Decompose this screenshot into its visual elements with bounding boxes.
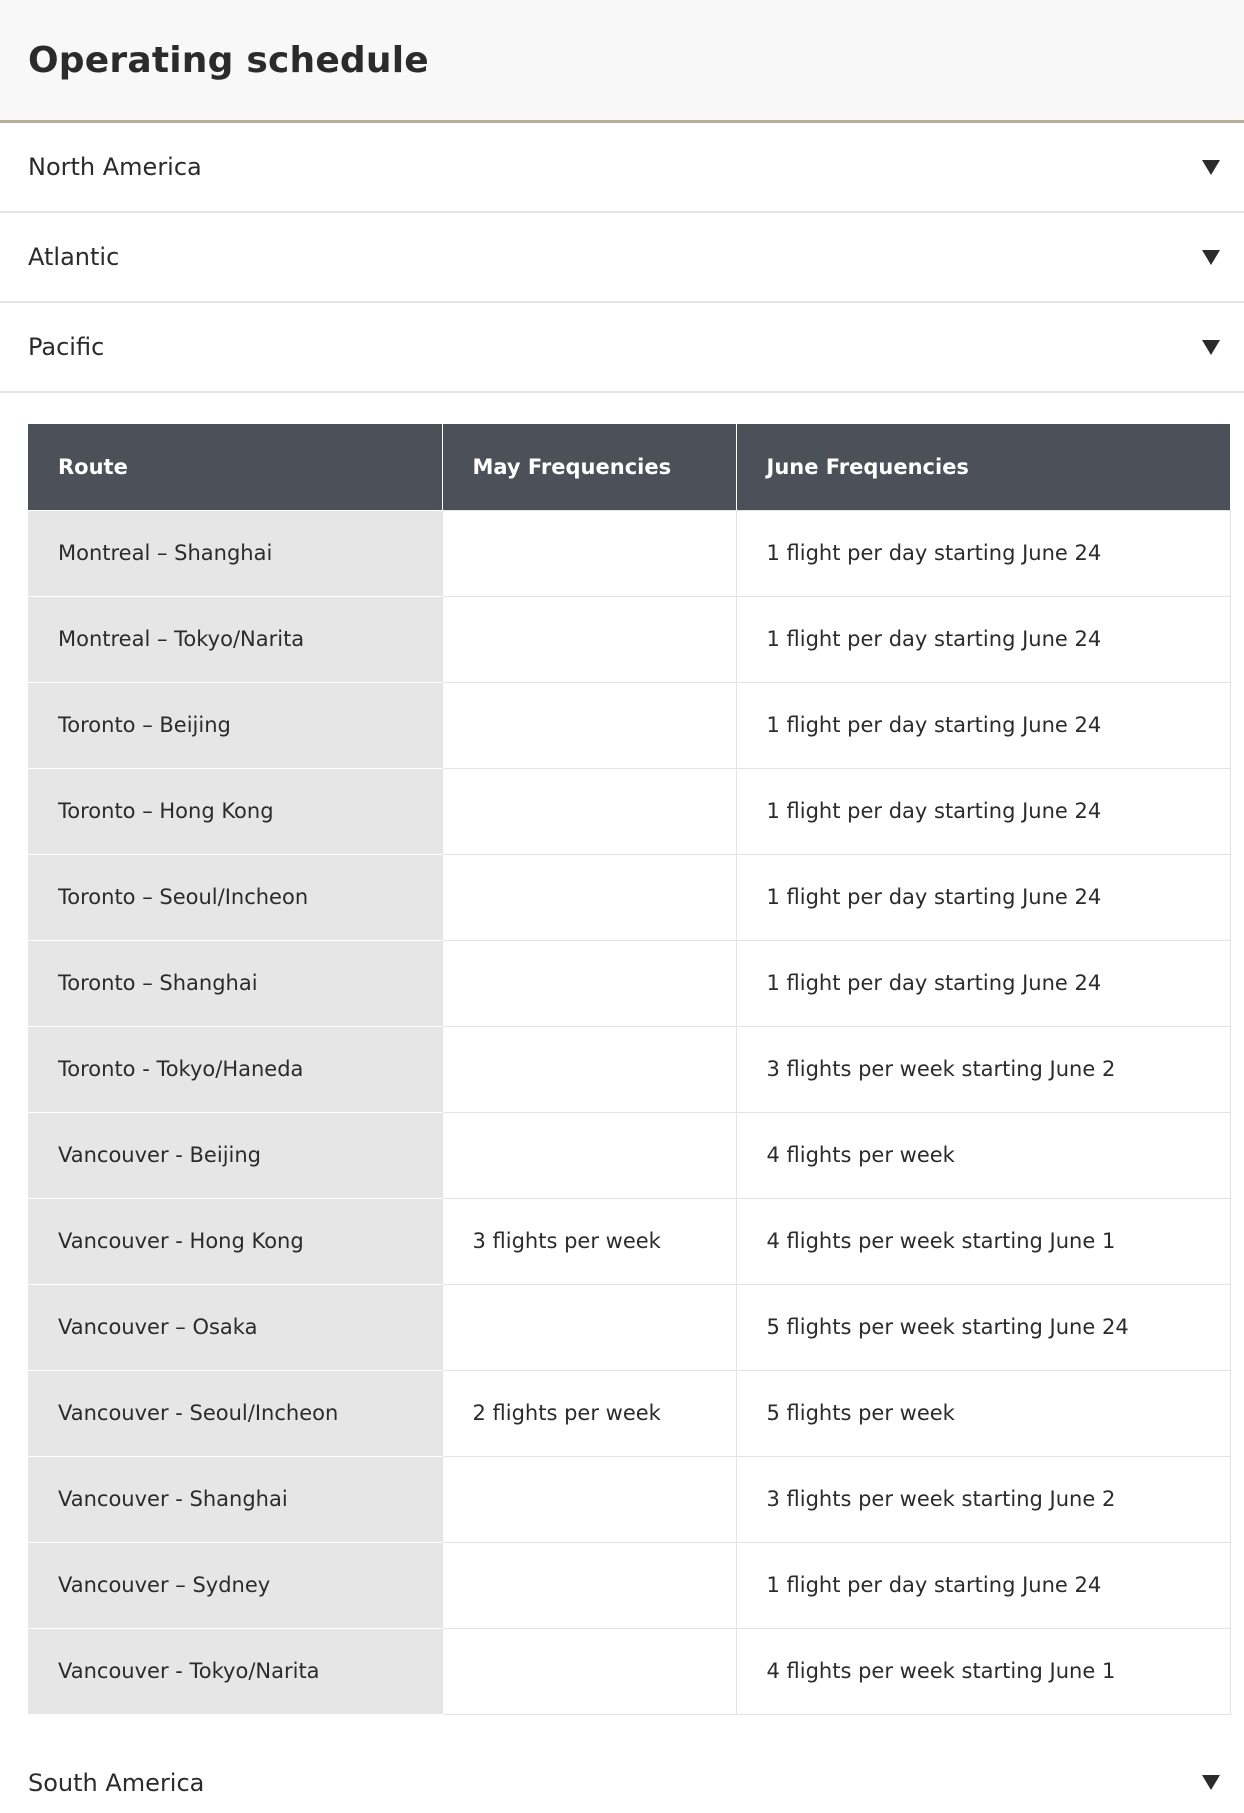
june-cell: 1 flight per day starting June 24	[736, 596, 1230, 682]
may-cell	[442, 768, 736, 854]
june-cell: 3 flights per week starting June 2	[736, 1026, 1230, 1112]
june-cell: 1 flight per day starting June 24	[736, 854, 1230, 940]
route-cell: Vancouver – Sydney	[28, 1542, 442, 1628]
route-cell: Toronto - Tokyo/Haneda	[28, 1026, 442, 1112]
caret-down-icon	[1202, 250, 1220, 265]
route-cell: Vancouver - Shanghai	[28, 1456, 442, 1542]
table-row	[28, 768, 1230, 854]
accordion-label: Pacific	[28, 333, 105, 361]
accordion-label: North America	[28, 153, 202, 181]
june-cell: 4 flights per week	[736, 1112, 1230, 1198]
june-cell: 1 flight per day starting June 24	[736, 510, 1230, 596]
may-cell	[442, 682, 736, 768]
accordion-north-america[interactable]	[0, 123, 1244, 213]
may-cell	[442, 1284, 736, 1370]
june-cell: 4 flights per week starting June 1	[736, 1198, 1230, 1284]
route-cell: Vancouver - Beijing	[28, 1112, 442, 1198]
caret-down-icon	[1202, 160, 1220, 175]
june-cell: 1 flight per day starting June 24	[736, 940, 1230, 1026]
column-header-june: June Frequencies	[736, 424, 1230, 510]
may-cell	[442, 510, 736, 596]
table-row	[28, 854, 1230, 940]
page-title: Operating schedule	[28, 39, 429, 81]
may-cell	[442, 596, 736, 682]
table-row	[28, 1370, 1230, 1456]
route-cell: Vancouver - Tokyo/Narita	[28, 1628, 442, 1714]
june-cell: 3 flights per week starting June 2	[736, 1456, 1230, 1542]
table-row	[28, 682, 1230, 768]
accordion-pacific[interactable]	[0, 303, 1244, 393]
table-row	[28, 1026, 1230, 1112]
column-header-route: Route	[28, 424, 442, 510]
table-row	[28, 1284, 1230, 1370]
may-cell	[442, 854, 736, 940]
route-cell: Toronto – Seoul/Incheon	[28, 854, 442, 940]
route-cell: Vancouver – Osaka	[28, 1284, 442, 1370]
june-cell: 1 flight per day starting June 24	[736, 1542, 1230, 1628]
may-cell	[442, 940, 736, 1026]
may-cell	[442, 1542, 736, 1628]
table-row	[28, 1456, 1230, 1542]
page-header	[0, 0, 1244, 123]
route-cell: Vancouver - Seoul/Incheon	[28, 1370, 442, 1456]
route-cell: Montreal – Shanghai	[28, 510, 442, 596]
may-cell: 2 flights per week	[442, 1370, 736, 1456]
may-cell	[442, 1026, 736, 1112]
table-row	[28, 1542, 1230, 1628]
caret-down-icon	[1202, 340, 1220, 355]
accordion-label: South America	[28, 1768, 205, 1797]
column-header-may: May Frequencies	[442, 424, 736, 510]
june-cell: 1 flight per day starting June 24	[736, 682, 1230, 768]
schedule-table-container	[0, 393, 1244, 1715]
route-cell: Montreal – Tokyo/Narita	[28, 596, 442, 682]
table-row	[28, 940, 1230, 1026]
route-cell: Toronto – Beijing	[28, 682, 442, 768]
table-row	[28, 1628, 1230, 1714]
table-row	[28, 596, 1230, 682]
route-cell: Toronto – Hong Kong	[28, 768, 442, 854]
may-cell: 3 flights per week	[442, 1198, 736, 1284]
june-cell: 1 flight per day starting June 24	[736, 768, 1230, 854]
accordion-atlantic[interactable]	[0, 213, 1244, 303]
schedule-table	[28, 424, 1231, 1715]
caret-down-icon	[1202, 1775, 1220, 1790]
accordion-south-america[interactable]	[0, 1753, 1244, 1813]
may-cell	[442, 1628, 736, 1714]
may-cell	[442, 1456, 736, 1542]
table-row	[28, 1112, 1230, 1198]
route-cell: Vancouver - Hong Kong	[28, 1198, 442, 1284]
accordion-label: Atlantic	[28, 243, 120, 271]
table-header-row	[28, 424, 1230, 510]
june-cell: 5 flights per week	[736, 1370, 1230, 1456]
june-cell: 5 flights per week starting June 24	[736, 1284, 1230, 1370]
may-cell	[442, 1112, 736, 1198]
june-cell: 4 flights per week starting June 1	[736, 1628, 1230, 1714]
table-row	[28, 1198, 1230, 1284]
route-cell: Toronto – Shanghai	[28, 940, 442, 1026]
table-row	[28, 510, 1230, 596]
